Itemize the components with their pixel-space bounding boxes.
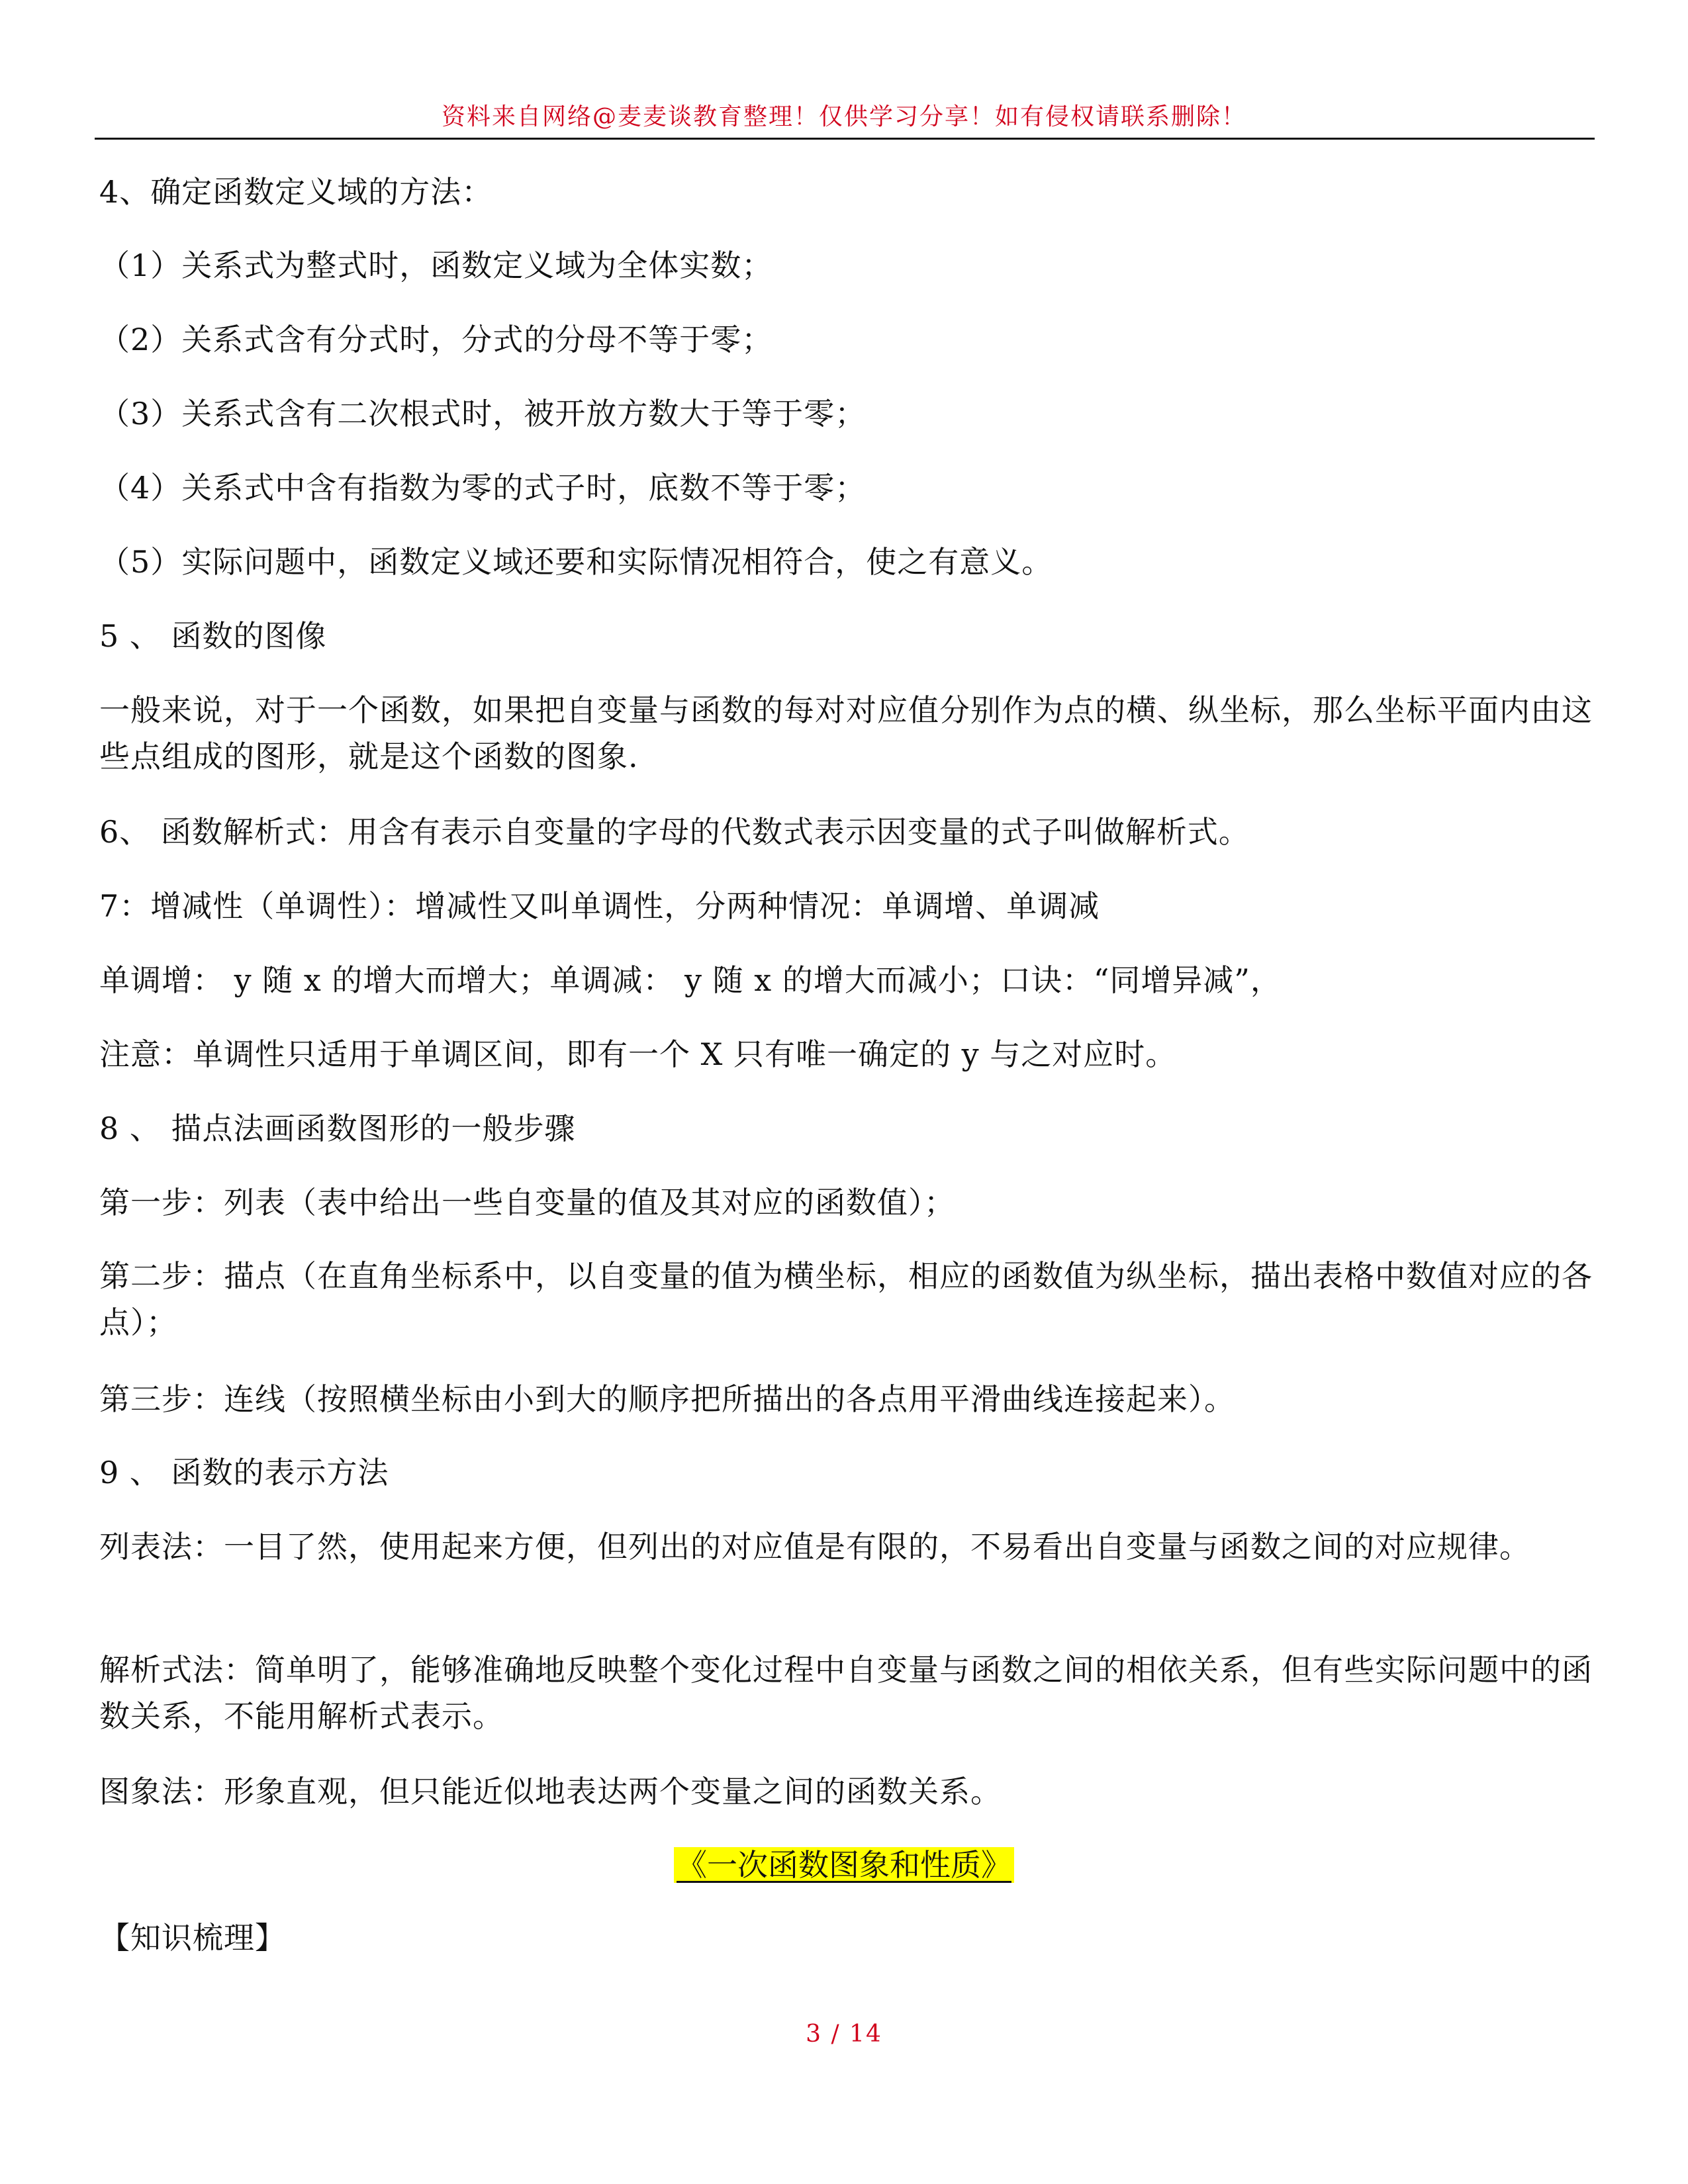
section-4-item-2: （2）关系式含有分式时，分式的分母不等于零； [99, 322, 773, 357]
section-8-title: 8 、 描点法画函数图形的一般步骤 [99, 1111, 576, 1146]
section-9-table-method: 列表法：一目了然，使用起来方便，但列出的对应值是有限的，不易看出自变量与函数之间的对应规律。 [99, 1529, 1530, 1565]
section-5-paragraph: 一般来说，对于一个函数，如果把自变量与函数的每对对应值分别作为点的横、纵坐标，那么坐标平面内由这些点组成的图形，就是这个函数的图象. [99, 692, 1593, 774]
section-4-item-1: （1）关系式为整式时，函数定义域为全体实数； [99, 248, 773, 283]
section-7-monotonic: 单调增： y 随 x 的增大而增大；单调减： y 随 x 的增大而减小；口诀：“同增异减”， [99, 962, 1282, 998]
section-6-paragraph: 6、 函数解析式：用含有表示自变量的字母的代数式表示因变量的式子叫做解析式。 [99, 814, 1250, 850]
section-4-item-4: （4）关系式中含有指数为零的式子时，底数不等于零； [99, 470, 867, 506]
linear-function-heading [0, 1842, 1688, 1888]
linear-function-heading-text: 《一次函数图象和性质》 [674, 1847, 1014, 1883]
section-9-graph-method: 图象法：形象直观，但只能近似地表达两个变量之间的函数关系。 [99, 1774, 1002, 1809]
section-9-formula-method: 解析式法：简单明了，能够准确地反映整个变化过程中自变量与函数之间的相依关系，但有些实际问题中的函数关系，不能用解析式表示。 [99, 1652, 1593, 1734]
section-8-step-1: 第一步：列表（表中给出一些自变量的值及其对应的函数值）； [99, 1185, 955, 1220]
section-7-note: 注意：单调性只适用于单调区间，即有一个 X 只有唯一确定的 y 与之对应时。 [99, 1036, 1177, 1072]
page-header-watermark: 资料来自网络@麦麦谈教育整理！仅供学习分享！如有侵权请联系删除！ [441, 103, 1246, 130]
section-8-step-2: 第二步：描点（在直角坐标系中，以自变量的值为横坐标，相应的函数值为纵坐标，描出表格中数值对应的各点）； [99, 1258, 1593, 1340]
section-4-item-3: （3）关系式含有二次根式时，被开放方数大于等于零； [99, 396, 867, 432]
header-divider [95, 138, 1595, 140]
section-4-title: 4、确定函数定义域的方法： [99, 174, 493, 210]
section-7-title: 7：增减性（单调性）：增减性又叫单调性，分两种情况：单调增、单调减 [99, 888, 1100, 924]
section-9-title: 9 、 函数的表示方法 [99, 1455, 389, 1490]
section-8-step-3: 第三步：连线（按照横坐标由小到大的顺序把所描出的各点用平滑曲线连接起来）。 [99, 1381, 1235, 1417]
section-5-title: 5 、 函数的图像 [99, 618, 327, 654]
page-number: 3 / 14 [806, 2021, 882, 2048]
knowledge-heading: 【知识梳理】 [99, 1920, 286, 1956]
section-4-item-5: （5）实际问题中，函数定义域还要和实际情况相符合，使之有意义。 [99, 544, 1053, 580]
